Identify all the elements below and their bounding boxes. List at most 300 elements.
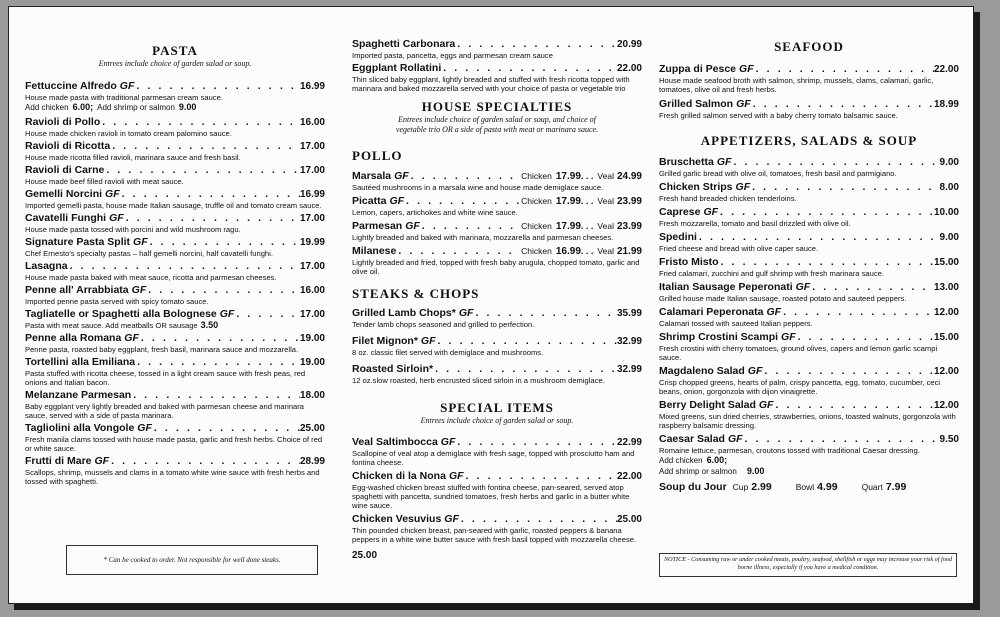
description-text: Fresh manila clams tossed with house made pasta, garlic and fresh herbs. Choice of red or white sauce.	[25, 435, 323, 453]
menu-item-row	[25, 236, 325, 249]
item-description	[352, 75, 642, 93]
menu-item	[25, 308, 325, 330]
item-name: Shrimp Crostini Scampi	[659, 331, 779, 343]
menu-item	[659, 231, 959, 253]
item-price: 22.00	[616, 471, 642, 482]
description-text: Calamari tossed with sauteed Italian peppers.	[659, 319, 813, 328]
dot-leader	[455, 38, 617, 50]
menu-item-row	[25, 308, 325, 321]
right-column	[659, 17, 959, 493]
gluten-free-tag: GF	[747, 365, 763, 377]
item-price: 18.00	[299, 390, 325, 401]
item-description	[659, 319, 959, 328]
menu-item-row	[25, 389, 325, 402]
notice-box: NOTICE - Consuming raw or under cooked meats, poultry, seafood, shellfish or eggs may increase your risk of food borne illness, especially if you have a medical condition.	[659, 553, 957, 577]
dot-leader	[810, 281, 934, 293]
item-name: Caprese	[659, 206, 701, 218]
item-price: 16.99	[299, 189, 325, 200]
gluten-free-tag: GF	[703, 206, 719, 218]
addon-label: Add chicken	[659, 456, 703, 465]
item-price: 9.00	[939, 232, 959, 243]
addon-price: 9.00	[178, 102, 197, 112]
dot-leader	[404, 195, 519, 207]
gluten-free-tag: GF	[131, 284, 147, 296]
dot-leader	[762, 365, 934, 377]
item-addons	[659, 466, 959, 477]
menu-item-row	[25, 455, 325, 468]
item-name: Marsala	[352, 170, 392, 182]
gluten-free-tag: GF	[727, 433, 743, 445]
item-price: 19.99	[299, 237, 325, 248]
menu-item	[25, 389, 325, 420]
item-description	[25, 468, 325, 486]
item-description	[25, 369, 325, 387]
description-text: House made beef filled ravioli with meat sauce.	[25, 177, 184, 186]
item-name: Bruschetta	[659, 156, 714, 168]
menu-item-row	[659, 206, 959, 219]
menu-item	[25, 116, 325, 138]
item-price: 9.50	[939, 434, 959, 445]
item-description	[25, 153, 325, 162]
veal-label: Veal	[597, 171, 614, 181]
item-name: Tagliolini alla Vongole	[25, 422, 135, 434]
item-description	[25, 225, 325, 234]
dot-leader	[139, 332, 300, 344]
gluten-free-tag: GF	[94, 455, 110, 467]
description-text: House made pasta baked with meat sauce, ricotta and parmesan cheeses.	[25, 273, 277, 282]
cooked-to-order-note: * Can be cooked to order. Not responsible for well done steaks.	[66, 545, 318, 575]
item-description	[659, 378, 959, 396]
gluten-free-tag: GF	[735, 181, 751, 193]
description-text: House made pasta with traditional parmesan cream sauce.	[25, 93, 223, 102]
item-description	[659, 194, 959, 203]
dot-leader	[743, 433, 940, 445]
gluten-free-tag: GF	[124, 332, 139, 344]
menu-item-row	[25, 80, 325, 93]
veal-price: 24.99	[616, 171, 642, 182]
dot-leader	[134, 80, 300, 92]
dot-leader	[146, 284, 300, 296]
dot-leader	[124, 212, 300, 224]
dot-leader	[152, 422, 300, 434]
item-price: 8.00	[939, 182, 959, 193]
description-text: Fried calamari, zucchini and gulf shrimp with fresh marinara sauce.	[659, 269, 884, 278]
item-name: Chicken Vesuvius	[352, 513, 442, 525]
gluten-free-tag: GF	[219, 308, 235, 320]
item-price: 9.00	[939, 157, 959, 168]
menu-item	[659, 331, 959, 362]
item-name: Fettuccine Alfredo	[25, 80, 117, 92]
description-text: Scallops, shrimp, mussels and clams in a tomato white wine sauce with fresh herbs and tossed with spaghetti.	[25, 468, 320, 486]
item-name: Parmesan	[352, 220, 403, 232]
house-note: Entrees include choice of garden salad or soup, and choice of vegetable trio OR a side of pasta with meat or marinara sauce.	[395, 115, 599, 134]
veal-price: 21.99	[616, 246, 642, 257]
item-name: Magdaleno Salad	[659, 365, 745, 377]
description-text: House made ricotta filled ravioli, marinara sauce and fresh basil.	[25, 153, 241, 162]
menu-item	[659, 156, 959, 178]
dot-leader	[131, 389, 300, 401]
dot-leader	[697, 231, 940, 243]
item-price: 19.00	[299, 333, 325, 344]
menu-item-row	[352, 470, 642, 483]
menu-item-row	[352, 245, 642, 258]
item-price: 25.00	[299, 423, 325, 434]
menu-item-row	[25, 332, 325, 345]
pasta-column	[25, 17, 325, 488]
item-name: Grilled Lamb Chops*	[352, 307, 456, 319]
menu-item	[25, 140, 325, 162]
item-description: Lightly breaded and fried, topped with fresh baby arugula, chopped tomato, garlic and olive oil.	[352, 258, 640, 276]
description-text: Penne pasta, roasted baby eggplant, fresh basil, marinara sauce and mozzarella.	[25, 345, 299, 354]
item-price: 28.99	[299, 456, 325, 467]
item-description	[25, 201, 325, 210]
description-text: 12 oz.slow roasted, herb encrusted sliced sirloin in a mushroom demiglace.	[352, 376, 605, 385]
item-description	[659, 169, 959, 178]
description-text: Baby eggplant very lightly breaded and baked with parmesan cheese and marinara sauce, served with a side of pasta marinara.	[25, 402, 305, 420]
description-text: Scallopine of veal atop a demiglace with fresh sage, topped with prosciutto ham and fontina cheese.	[352, 449, 635, 467]
item-name: Chicken Strips	[659, 181, 733, 193]
menu-item	[659, 98, 959, 120]
description-text: Pasta with meat sauce. Add meatballs OR sausage	[25, 321, 198, 330]
special-note: Entrees include choice of garden salad or soup.	[420, 416, 574, 425]
description-text: Imported pasta, pancetta, eggs and parmesan cream sauce	[352, 51, 553, 60]
dot-leader	[459, 513, 617, 525]
item-description: Lightly breaded and baked with marinara, mozzarella and parmesan cheeses.	[352, 233, 614, 242]
item-name: Filet Mignon*	[352, 335, 418, 347]
item-name: Ravioli di Pollo	[25, 116, 101, 128]
dot-leader: . . .	[580, 196, 594, 206]
apps-title: APPETIZERS, SALADS & SOUP	[700, 133, 918, 148]
menu-item-row	[25, 212, 325, 225]
item-description	[25, 345, 325, 354]
menu-item	[352, 436, 642, 467]
item-description	[352, 483, 642, 510]
item-description	[352, 449, 642, 467]
chicken-label: Chicken	[521, 196, 552, 206]
description-text: Fresh mozzarella, tomato and basil drizzled with olive oil.	[659, 219, 851, 228]
item-name: Melanzane Parmesan	[25, 389, 132, 401]
item-price: 17.00	[299, 309, 325, 320]
item-name: Picatta	[352, 195, 387, 207]
menu-item-row	[352, 363, 642, 376]
menu-item	[25, 455, 325, 486]
item-name: Penne all' Arrabbiata	[25, 284, 129, 296]
gluten-free-tag: GF	[440, 436, 456, 448]
veal-label: Veal	[597, 221, 614, 231]
item-name: Ravioli di Carne	[25, 164, 105, 176]
item-name: Caesar Salad	[659, 433, 725, 445]
menu-item	[352, 363, 642, 385]
menu-item	[25, 332, 325, 354]
item-description	[659, 446, 959, 455]
gluten-free-tag: GF	[394, 170, 409, 182]
seafood-title: SEAFOOD	[774, 39, 844, 54]
item-description	[352, 526, 642, 544]
item-price: 17.00	[299, 141, 325, 152]
menu-item	[352, 195, 642, 217]
dot-leader: . . .	[580, 171, 594, 181]
menu-item	[659, 365, 959, 396]
item-price: 16.00	[299, 117, 325, 128]
item-price: 12.00	[933, 366, 959, 377]
gluten-free-tag: GF	[781, 331, 796, 343]
addon-label: Add shrimp or salmon	[659, 467, 737, 476]
menu-item-row	[25, 140, 325, 153]
dot-leader	[781, 306, 934, 318]
item-name: Gemelli Norcini	[25, 188, 103, 200]
special-title: SPECIAL ITEMS	[440, 400, 554, 415]
gluten-free-tag: GF	[420, 335, 436, 347]
description-text: House made chicken ravioli in tomato cream palomino sauce.	[25, 129, 232, 138]
trailing-price: 25.00	[352, 550, 378, 561]
menu-item	[352, 62, 642, 93]
item-price: 22.00	[616, 63, 642, 74]
menu-item	[25, 422, 325, 453]
item-description	[25, 177, 325, 186]
menu-item	[659, 63, 959, 94]
soup-quart-price: 7.99	[885, 481, 907, 493]
dot-leader	[436, 335, 617, 347]
item-description	[25, 129, 325, 138]
menu-item	[659, 281, 959, 303]
item-description	[659, 111, 959, 120]
dot-leader	[718, 206, 934, 218]
menu-item-row	[659, 156, 959, 169]
menu-item-row	[25, 164, 325, 177]
chicken-label: Chicken	[521, 221, 552, 231]
addon-label: Add shrimp or salmon	[97, 103, 175, 112]
item-price: 18.99	[933, 99, 959, 110]
menu-item-row	[659, 98, 959, 111]
item-name: Penne alla Romana	[25, 332, 122, 344]
gluten-free-tag: GF	[137, 422, 152, 434]
menu-item	[352, 220, 642, 242]
dot-leader: . . .	[580, 221, 594, 231]
dot-leader: . . .	[580, 246, 594, 256]
gluten-free-tag: GF	[766, 306, 782, 318]
addon-price: 6.00;	[72, 102, 94, 112]
item-price: 10.00	[933, 207, 959, 218]
gluten-free-tag: GF	[105, 188, 120, 200]
item-price: 12.00	[933, 307, 959, 318]
menu-item	[659, 306, 959, 328]
gluten-free-tag: GF	[405, 220, 420, 232]
dot-leader	[110, 140, 300, 152]
description-text: Romaine lettuce, parmesan, croutons tossed with traditional Caesar dressing.	[659, 446, 920, 455]
item-description	[25, 249, 325, 258]
item-description	[25, 321, 325, 330]
item-name: Berry Delight Salad	[659, 399, 756, 411]
veal-price: 23.99	[616, 196, 642, 207]
menu-item-row	[25, 116, 325, 129]
item-description	[25, 93, 325, 102]
item-name: Signature Pasta Split	[25, 236, 131, 248]
item-description	[25, 435, 325, 453]
menu-item	[25, 284, 325, 306]
menu-item-row	[659, 306, 959, 319]
gluten-free-tag: GF	[133, 236, 148, 248]
dot-leader	[109, 455, 300, 467]
item-price: 16.99	[299, 81, 325, 92]
description-text: Pasta stuffed with ricotta cheese, tossed in a light cream sauce with fresh peas, red onions and Italian bacon.	[25, 369, 306, 387]
dot-leader	[796, 331, 934, 343]
item-name: Eggplant Rollatini	[352, 62, 442, 74]
steaks-title: STEAKS & CHOPS	[352, 286, 480, 301]
menu-item-row	[352, 38, 642, 51]
description-text: House made seafood broth with salmon, shrimp, mussels, clams, calamari, garlic, tomatoes, olive oil and fresh herbs.	[659, 76, 934, 94]
description-text: Grilled house made Italian sausage, roasted potato and sauteed peppers.	[659, 294, 907, 303]
item-price: 32.99	[616, 336, 642, 347]
dot-leader	[751, 98, 934, 110]
item-name: Tagliatelle or Spaghetti alla Bolognese	[25, 308, 217, 320]
soup-bowl-label: Bowl	[795, 482, 815, 492]
item-name: Italian Sausage Peperonati	[659, 281, 793, 293]
menu-item	[352, 38, 642, 60]
house-title: HOUSE SPECIALTIES	[421, 99, 573, 114]
menu-item-row	[659, 63, 959, 76]
chicken-price: 16.99	[555, 246, 581, 257]
item-name: Calamari Peperonata	[659, 306, 764, 318]
gluten-free-tag: GF	[389, 195, 405, 207]
dot-leader	[433, 363, 617, 375]
chicken-price: 17.99	[555, 171, 581, 182]
description-text: Mixed greens, sun dried cherries, strawberries, onions, toasted walnuts, gorgonzola with raspberry balsamic dressing.	[659, 412, 956, 430]
soup-bowl-price: 4.99	[817, 481, 838, 493]
soup-du-jour	[659, 481, 959, 493]
veal-label: Veal	[597, 246, 614, 256]
dot-leader	[68, 260, 300, 272]
menu-item	[659, 181, 959, 203]
menu-item-row	[659, 399, 959, 412]
dot-leader	[441, 62, 617, 74]
dot-leader	[135, 356, 300, 368]
pasta-note: Entrees include choice of garden salad or soup.	[98, 59, 252, 68]
item-price: 35.99	[616, 308, 642, 319]
soup-cup-price: 2.99	[751, 481, 772, 493]
gluten-free-tag: GF	[109, 212, 124, 224]
gluten-free-tag: GF	[795, 281, 811, 293]
dot-leader	[148, 236, 300, 248]
gluten-free-tag: GF	[444, 513, 459, 525]
item-description	[659, 219, 959, 228]
gluten-free-tag: GF	[448, 470, 464, 482]
menu-item-row	[659, 181, 959, 194]
item-name: Cavatelli Funghi	[25, 212, 107, 224]
center-column	[352, 17, 642, 561]
soup-quart-label: Quart	[861, 482, 883, 492]
item-name: Milanese	[352, 245, 397, 257]
item-description	[25, 297, 325, 306]
description-text: Thin sliced baby eggplant, lightly breaded and stuffed with fresh ricotta topped with marinara and baked mozzarella served with your choice of pasta or vegetable trio	[352, 75, 630, 93]
description-text: 8 oz. classic filet served with demiglace and mushrooms.	[352, 348, 544, 357]
item-name: Zuppa di Pesce	[659, 63, 737, 75]
menu-item-row	[352, 170, 642, 183]
item-description	[659, 76, 959, 94]
item-name: Spaghetti Carbonara	[352, 38, 456, 50]
item-price: 25.00	[616, 514, 642, 525]
item-name: Tortellini alla Emiliana	[25, 356, 136, 368]
item-price: 15.00	[933, 257, 959, 268]
pasta-title: PASTA	[152, 43, 198, 58]
menu-item-row	[659, 331, 959, 344]
item-name: Chicken di la Nona	[352, 470, 446, 482]
item-description	[659, 244, 959, 253]
item-price: 32.99	[616, 364, 642, 375]
chicken-price: 17.99	[555, 196, 581, 207]
addon-price: 9.00	[746, 466, 765, 476]
description-text: Chef Ernesto's specialty pastas – half gemelli norcini, half cavatelli funghi.	[25, 249, 273, 258]
description-text: Grilled garlic bread with olive oil, tomatoes, fresh basil and parmigiano.	[659, 169, 897, 178]
item-name: Grilled Salmon	[659, 98, 734, 110]
menu-item-row	[352, 62, 642, 75]
description-text: Fresh crostini with cherry tomatoes, ground olives, capers and lemon garlic scampi sauce.	[659, 344, 938, 362]
chicken-label: Chicken	[521, 246, 552, 256]
menu-item-row	[352, 220, 642, 233]
dot-leader	[464, 470, 617, 482]
description-text: Fried cheese and bread with olive caper sauce.	[659, 244, 819, 253]
gluten-free-tag: GF	[119, 80, 135, 92]
item-description	[25, 273, 325, 282]
menu-item	[25, 236, 325, 258]
item-price: 22.99	[616, 437, 642, 448]
description-text: Imported gemelli pasta, house made Italian sausage, truffle oil and tomato cream sauce.	[25, 201, 322, 210]
menu-sheet	[8, 6, 974, 604]
menu-item	[352, 513, 642, 544]
item-description	[25, 402, 325, 420]
menu-item-row	[352, 513, 642, 526]
item-price: 15.00	[933, 332, 959, 343]
menu-item	[659, 433, 959, 477]
menu-item-row	[25, 422, 325, 435]
menu-item	[352, 335, 642, 357]
item-price: 13.00	[933, 282, 959, 293]
dot-leader	[120, 188, 300, 200]
description-text: Fresh grilled salmon served with a baby cherry tomato balsamic sauce.	[659, 111, 898, 120]
menu-item	[659, 206, 959, 228]
dot-leader	[409, 170, 519, 182]
pollo-title: POLLO	[352, 148, 403, 163]
gluten-free-tag: GF	[736, 98, 751, 110]
menu-item	[25, 260, 325, 282]
item-name: Veal Saltimbocca	[352, 436, 438, 448]
menu-item	[659, 256, 959, 278]
menu-item-row	[352, 307, 642, 320]
menu-item-row	[659, 433, 959, 446]
item-name: Fristo Misto	[659, 256, 719, 268]
menu-item-row	[25, 356, 325, 369]
dot-leader	[104, 164, 300, 176]
veal-price: 23.99	[616, 221, 642, 232]
addon-price: 6.00;	[706, 455, 728, 465]
menu-item	[25, 164, 325, 186]
item-description	[352, 376, 642, 385]
gluten-free-tag: GF	[739, 63, 754, 75]
menu-item-row	[352, 335, 642, 348]
dot-leader	[234, 308, 300, 320]
description-text: Egg-washed chicken breast stuffed with fontina cheese, pan-seared, served atop spaghetti with pancetta, sundried tomatoes, fresh herbs and garlic in a butter white wine sauce.	[352, 483, 630, 510]
item-description	[659, 294, 959, 303]
dot-leader	[420, 220, 519, 232]
item-price: 17.00	[299, 261, 325, 272]
item-price: 17.00	[299, 165, 325, 176]
soup-cup-label: Cup	[732, 482, 749, 492]
dot-leader	[754, 63, 934, 75]
menu-item-row	[659, 281, 959, 294]
description-text: Fresh hand breaded chicken tenderloins.	[659, 194, 797, 203]
addon-label: Add chicken	[25, 103, 69, 112]
gluten-free-tag: GF	[458, 307, 474, 319]
menu-item-row	[352, 436, 642, 449]
